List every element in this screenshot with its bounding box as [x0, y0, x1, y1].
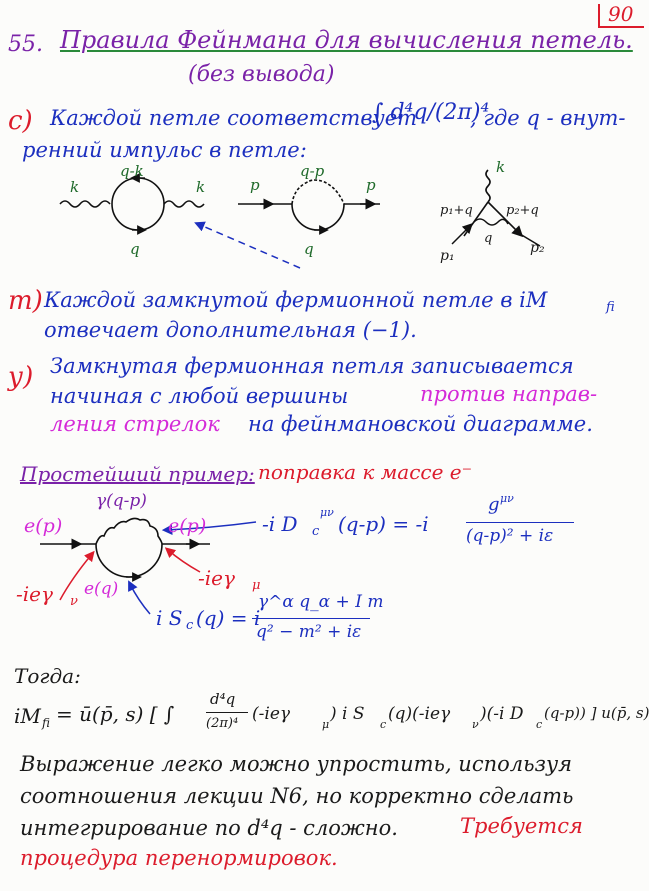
- conclusion-line-4: процедура перенормировок.: [20, 846, 338, 870]
- conclusion-line-1: Выражение легко можно упростить, используя: [20, 752, 573, 776]
- page-subtitle: (без вывода): [188, 62, 335, 87]
- photon-prop-fraction-bar: [466, 522, 574, 523]
- e-out-label: e(p): [168, 515, 207, 537]
- eq-part4: (q)(-ieγ: [388, 704, 451, 724]
- photon-prop-den: (q-p)² + iε: [466, 526, 554, 546]
- e-in-label: e(p): [24, 515, 63, 537]
- d3-p2: p₂: [530, 240, 545, 256]
- rule-s-text-1: Каждой петле соответствует: [50, 106, 418, 130]
- diagram-electron-self-energy: [238, 162, 380, 258]
- conclusion-line-3a: интегрирование по d⁴q - сложно.: [20, 816, 398, 840]
- eq-part3: ) i S: [330, 704, 365, 724]
- rule-u-line-2b: против направ-: [420, 382, 598, 406]
- eq-sub-c1: c: [380, 718, 387, 731]
- d2-q: q: [304, 240, 314, 258]
- eq-sub-c2: c: [536, 718, 543, 731]
- photon-prop-num-index: μν: [500, 492, 514, 505]
- rule-t-subscript: fi: [606, 300, 615, 315]
- photon-prop-index: μν: [320, 506, 334, 519]
- rule-u-line-3a: ления стрелок: [50, 412, 220, 436]
- vertex-right-index: μ: [252, 578, 261, 593]
- d2-q-minus-p: q-p: [300, 162, 325, 180]
- d1-k-right: k: [196, 178, 206, 196]
- result-equation: [14, 690, 649, 746]
- fermion-prop-fraction-bar: [252, 618, 370, 619]
- eq-int-den: (2π)⁴: [206, 716, 239, 731]
- eq-part2: (-ieγ: [252, 704, 291, 724]
- example-subheading: поправка к массе e⁻: [258, 460, 473, 484]
- conclusion-line-2: соотношения лекции N6, но корректно сделать: [20, 784, 574, 808]
- rule-s-integral: ∫ d⁴q/(2π)⁴: [372, 100, 490, 125]
- eq-idx-mu: μ: [322, 718, 330, 731]
- photon-prop-arg: (q-p) = -i: [338, 512, 429, 536]
- rule-u-marker: у): [8, 362, 34, 392]
- rule-u-line-3b: на фейнмановской диаграмме.: [248, 412, 593, 436]
- rule-u-line-1: Замкнутая фермионная петля записывается: [50, 354, 574, 378]
- d2-p-left: p: [250, 176, 260, 194]
- diagram-photon-loop: [60, 162, 205, 258]
- dashed-pointer-arrow: [198, 224, 300, 268]
- photon-prop-lhs: -i D: [262, 512, 298, 536]
- rule-t-text-2: отвечает дополнительная (−1).: [44, 318, 417, 342]
- eq-int-bar: [206, 712, 248, 713]
- feynman-diagrams-top: [0, 160, 649, 270]
- eq-idx-nu: ν: [472, 718, 479, 731]
- eq-part1: = ū(p̄, s) [ ∫: [56, 702, 175, 726]
- eq-part6: (q-p)) ] u(p̄, s): [544, 704, 649, 722]
- d3-p1: p₁: [440, 248, 455, 264]
- vertex-left-label: -ieγ: [16, 582, 53, 606]
- d2-p-right: p: [366, 176, 376, 194]
- fermion-prop-sub: c: [186, 618, 194, 633]
- fermion-prop-num: γ^α q_α + I m: [258, 592, 384, 612]
- d3-p2-plus-q: p₂+q: [506, 203, 539, 218]
- d3-k: k: [496, 160, 506, 176]
- d1-q-minus-k: q-k: [120, 162, 144, 180]
- eq-int-num: d⁴q: [210, 690, 236, 708]
- rule-u-line-2a: начиная с любой вершины: [50, 384, 349, 408]
- rule-s-marker: с): [8, 106, 33, 136]
- vertex-left-index: ν: [70, 594, 78, 609]
- eq-lhs-sub: fi: [42, 716, 51, 730]
- togda-label: Тогда:: [14, 664, 81, 688]
- section-number: 55.: [8, 32, 43, 57]
- fermion-prop-lhs: i S: [156, 606, 183, 630]
- page-number: 90: [608, 2, 634, 26]
- photon-prop-sub: c: [312, 524, 320, 539]
- rule-s-text-after: , где q - внут-: [470, 106, 626, 130]
- d1-k-left: k: [70, 178, 80, 196]
- e-internal-label: e(q): [84, 579, 119, 599]
- d3-q: q: [484, 231, 493, 246]
- d1-q: q: [130, 240, 140, 258]
- vertex-right-label: -ieγ: [198, 566, 235, 590]
- rule-t-text-1: Каждой замкнутой фермионной петле в iM: [44, 288, 548, 312]
- conclusion-line-3b: Требуется: [460, 814, 583, 838]
- rule-t-marker: т): [8, 286, 43, 316]
- fermion-prop-den: q² − m² + iε: [256, 622, 362, 642]
- page-title: Правила Фейнмана для вычисления петель.: [60, 26, 633, 54]
- photon-prop-num: g: [488, 494, 500, 515]
- eq-lhs: iM: [14, 704, 41, 728]
- photon-label: γ(q-p): [96, 491, 147, 511]
- d3-p1-plus-q: p₁+q: [440, 203, 473, 218]
- fermion-prop-arg: (q) = i: [196, 606, 261, 630]
- example-heading: Простейший пример:: [20, 462, 255, 486]
- rule-s-text-2: ренний импульс в петле:: [22, 138, 307, 162]
- eq-part5: )(-i D: [480, 704, 524, 724]
- diagram-vertex: [440, 160, 545, 264]
- page-number-box: [598, 4, 644, 28]
